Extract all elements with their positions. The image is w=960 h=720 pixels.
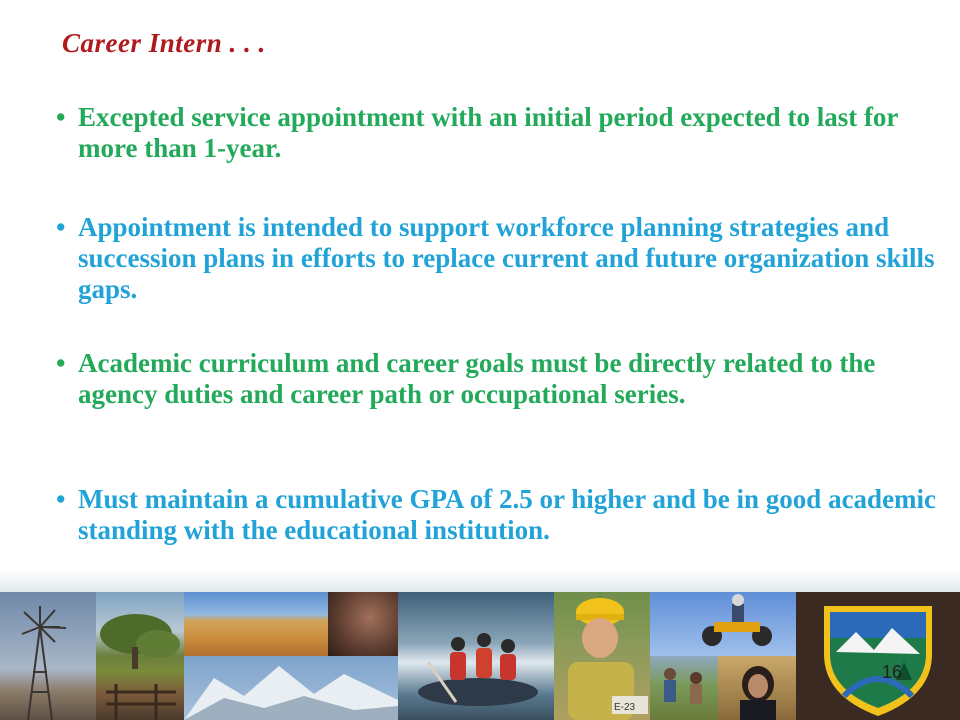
slide-title: Career Intern . . . xyxy=(62,28,266,58)
bullet-dot: • xyxy=(56,484,66,514)
orchard-tree-photo xyxy=(96,592,184,720)
bullet-text: Must maintain a cumulative GPA of 2.5 or higher and be in good academic standing with the educational institution. xyxy=(78,484,937,545)
windmill-icon xyxy=(0,592,96,720)
bullet-text: Academic curriculum and career goals must be directly related to the agency duties and career path or occupational series. xyxy=(78,348,876,409)
bullet-item xyxy=(56,212,938,305)
snowy-mountains-photo xyxy=(184,656,398,720)
bullet-item xyxy=(56,348,938,410)
page-number: 16 xyxy=(882,662,903,682)
atv-rider-photo xyxy=(650,592,796,656)
firefighter-photo xyxy=(554,592,650,720)
woman-portrait-photo xyxy=(718,656,796,720)
bullet-item xyxy=(56,484,938,546)
bullet-text: Appointment is intended to support workforce planning strategies and succession plans in efforts to replace current and future organization skills gaps. xyxy=(78,212,935,304)
river-rafting-photo xyxy=(398,592,554,720)
bullet-dot: • xyxy=(56,102,66,132)
bullet-dot: • xyxy=(56,212,66,242)
svg-text:E-23: E-23 xyxy=(614,702,636,713)
windmill-photo xyxy=(0,592,96,720)
agency-emblem xyxy=(796,592,960,720)
field-workers-photo xyxy=(650,656,718,720)
bullet-item xyxy=(56,102,938,164)
canyon-rock-photo xyxy=(328,592,398,656)
footer-photo-strip xyxy=(0,592,960,720)
bullet-text: Excepted service appointment with an initial period expected to last for more than 1-year. xyxy=(78,102,898,163)
bullet-dot: • xyxy=(56,348,66,378)
footer-fade xyxy=(0,570,960,592)
desert-dunes-photo xyxy=(184,592,328,656)
